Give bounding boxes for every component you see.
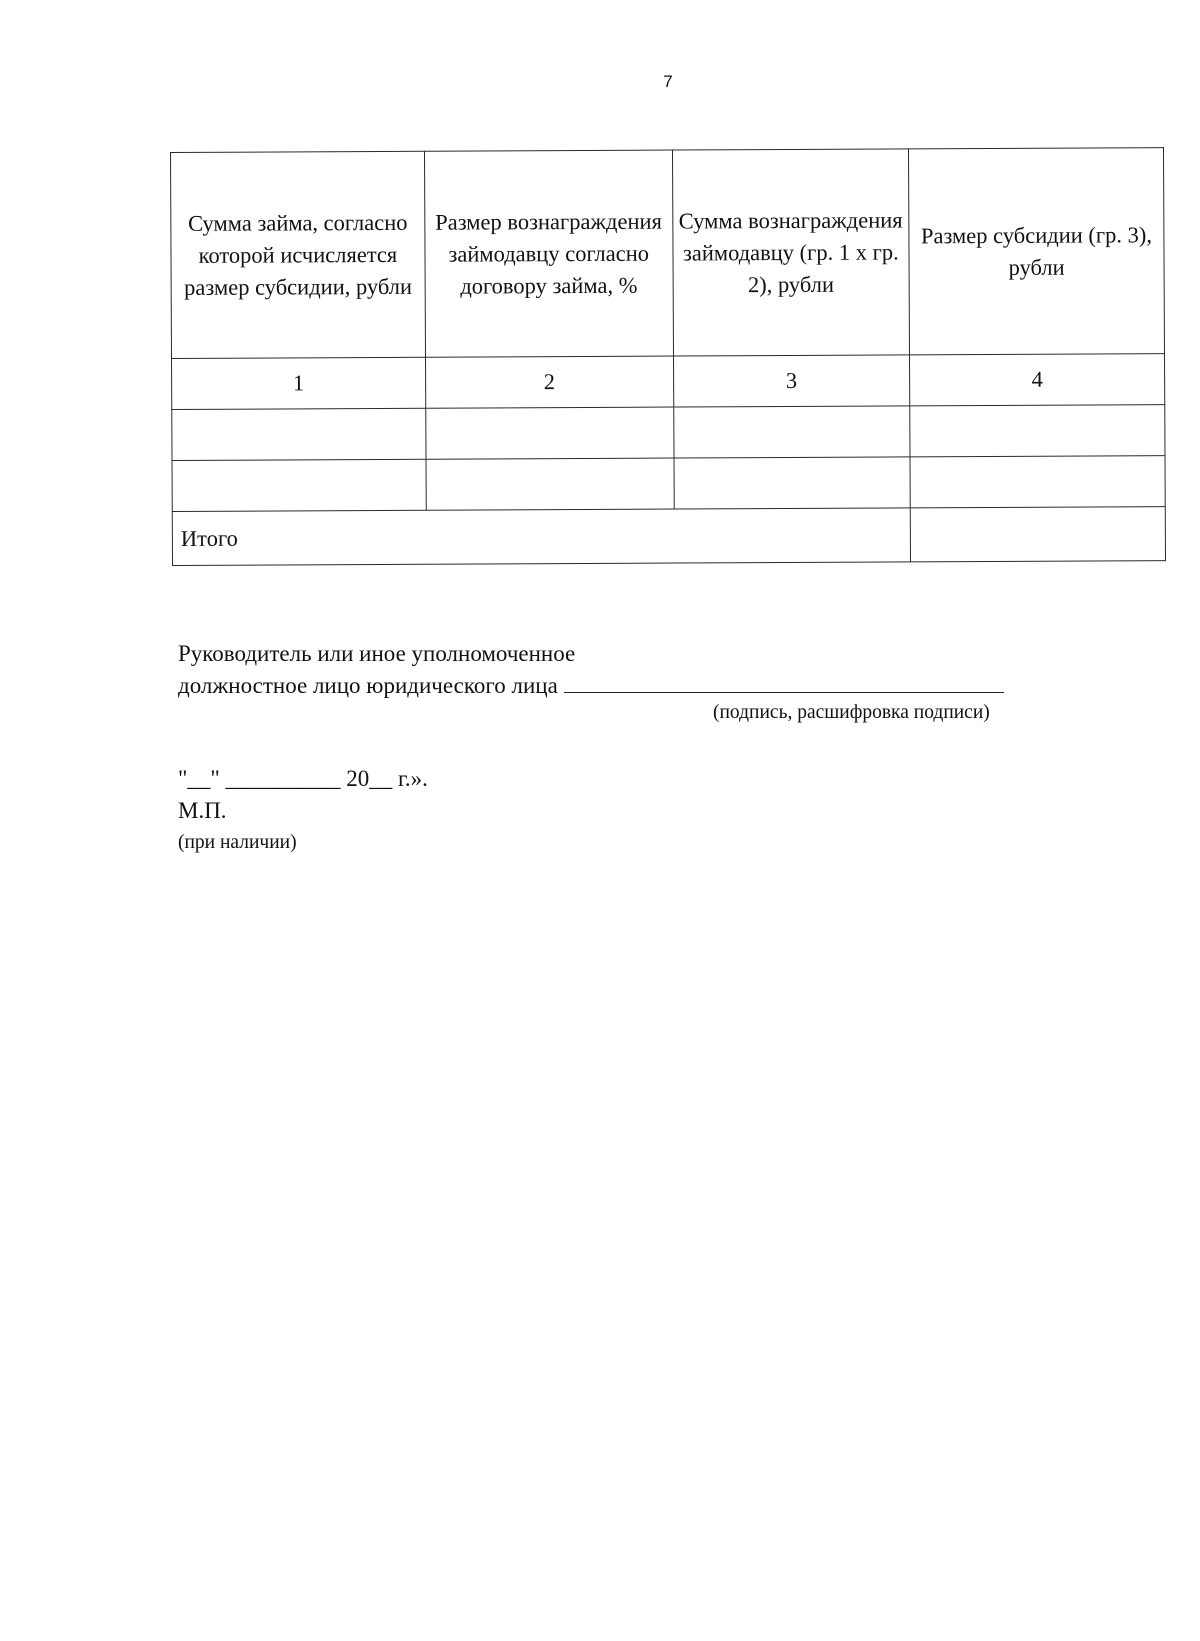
column-number-3: 3 xyxy=(673,355,910,407)
stamp-label: М.П. xyxy=(178,798,227,823)
signature-block xyxy=(178,638,1004,702)
header-reward-rate: Размер вознаграждения займодавцу согласно договору займа, % xyxy=(424,150,673,357)
stamp-note: (при наличии) xyxy=(178,832,297,853)
header-loan-amount: Сумма займа, согласно которой исчисляется размер субсидии, рубли xyxy=(171,151,426,358)
table-cell-empty xyxy=(172,459,426,511)
date-line: "__" __________ 20__ г.». xyxy=(178,766,428,791)
subsidy-calculation-table-container xyxy=(170,147,1166,566)
column-number-1: 1 xyxy=(172,357,426,409)
column-number-row xyxy=(172,354,1165,410)
column-number-2: 2 xyxy=(425,356,673,408)
page-number-text: 7 xyxy=(663,72,673,91)
table-row xyxy=(172,405,1165,461)
page-number xyxy=(0,72,1200,92)
signatory-title-line-2-wrap xyxy=(178,670,1004,702)
column-number-4: 4 xyxy=(910,354,1165,406)
subsidy-calculation-table xyxy=(170,147,1166,566)
table-header-row xyxy=(171,148,1165,359)
total-value-cell xyxy=(910,507,1165,562)
table-row xyxy=(172,456,1165,512)
total-label: Итого xyxy=(172,508,910,566)
table-cell-empty xyxy=(673,406,910,458)
header-reward-amount: Сумма вознаграждения займодавцу (гр. 1 х гр. 2), рубли xyxy=(672,149,910,356)
signatory-title-line-2: должностное лицо юридического лица xyxy=(178,673,558,698)
table-cell-empty xyxy=(172,408,426,460)
signature-line xyxy=(564,670,1004,693)
header-subsidy-amount: Размер субсидии (гр. 3), рубли xyxy=(909,148,1165,355)
signatory-title-line-1: Руководитель или иное уполномоченное xyxy=(178,641,576,666)
total-row xyxy=(172,507,1165,566)
table-cell-empty xyxy=(426,458,674,510)
signature-caption: (подпись, расшифровка подписи) xyxy=(713,702,990,723)
table-cell-empty xyxy=(426,407,674,459)
table-cell-empty xyxy=(910,456,1165,508)
table-cell-empty xyxy=(910,405,1165,457)
table-cell-empty xyxy=(674,457,911,509)
